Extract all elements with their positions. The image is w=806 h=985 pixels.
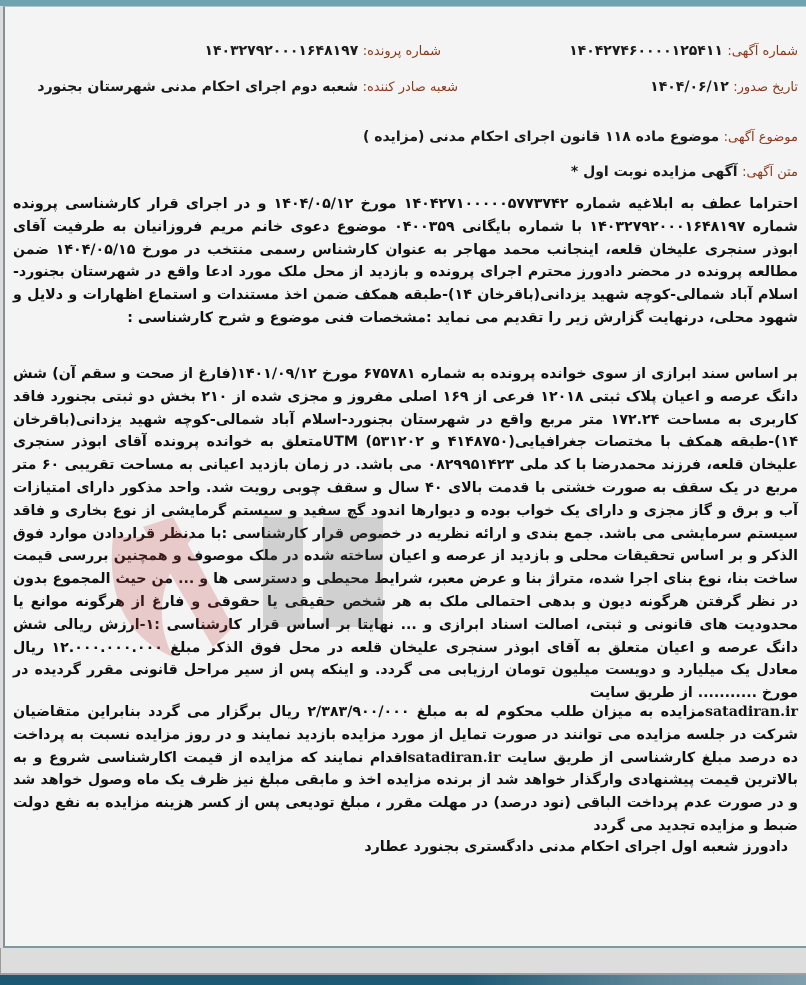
ad-text-value: آگهی مزایده نوبت اول * [570,164,738,180]
ad-number-value: ۱۴۰۴۲۷۴۶۰۰۰۰۱۲۵۴۱۱ [569,43,723,59]
website-link[interactable]: satadiran.ir [407,749,501,766]
issuer [37,79,458,95]
status-bar-area [0,948,806,975]
ad-number-label: شماره آگهی: [727,44,798,59]
body-paragraph-3a: مزایده به میزان طلب محکوم له به مبلغ ۲/۳۸۳/۹۰۰/۰۰۰ ریال برگزار می گردد بنابراین متقاضیان شرکت در جلسه مزایده می توانند در صورت تمایل از مورد مزایده بازدید نمایند و در روز مزایده نسبت به پرداخت ده درصد مبلغ کارشناسی از طریق سایت [13,704,798,766]
ad-subject-label: موضوع آگهی: [723,130,798,145]
issue-date [650,79,798,95]
issue-date-label: تاریخ صدور: [733,80,798,95]
case-number [204,43,441,59]
issuer-label: شعبه صادر کننده: [362,80,458,95]
signature: دادورز شعبه اول اجرای احکام مدنی دادگستری بجنورد عطارد [364,839,788,855]
body-paragraph-1: احتراما عطف به ابلاغیه شماره ۱۴۰۴۲۷۱۰۰۰۰۰۵۷۷۳۷۴۲ مورخ ۱۴۰۴/۰۵/۱۲ و در اجرای قرار کارشناسی پرونده شماره ۱۴۰۳۲۷۹۲۰۰۰۱۶۴۸۱۹۷ با شماره بایگانی ۰۴۰۰۳۵۹ موضوع دعوی خانم مریم فروزانیان به طرفیت آقای ابوذر سنجری علیخان قلعه، اینجانب محمد مهاجر به عنوان کارشناس رسمی منتخب در مورخ ۱۴۰۴/۰۵/۱۵ ضمن مطالعه پرونده در محضر دادورز محترم اجرای پرونده و بازدید از محل ملک مورد ادعا واقع در شهرستان بجنورد-اسلام آباد شمالی-کوچه شهید یزدانی(باقرخان ۱۴)-طبقه همکف ضمن اخذ مستندات و استماع اظهارات و دلایل و شهود محلی، درنهایت گزارش زیر را تقدیم می نماید :مشخصات فنی موضوع و شرح کارشناسی : [13,196,799,326]
taskbar [0,975,806,985]
body-paragraph-2: بر اساس سند ابرازی از سوی خوانده پرونده به شماره ۶۷۵۷۸۱ مورخ ۱۴۰۱/۰۹/۱۲(فارغ از صحت و سقم آن) شش دانگ عرصه و اعیان پلاک ثبتی ۱۲۰۱۸ فرعی از ۱۶۹ اصلی مفروز و مجزی شده از ۲۱۰ بخش دو ثبتی بجنورد فاقد کاربری به مساحت ۱۷۲.۲۴ متر مربع واقع در شهرستان بجنورد-اسلام آباد شمالی-کوچه شهید یزدانی(باقرخان ۱۴)-طبقه همکف با مختصات جغرافیایی(۴۱۴۸۷۵۰ و ۵۳۱۲۰۲) UTMمتعلق به خوانده پرونده آقای ابوذر سنجری علیخان قلعه، فرزند محمدرضا با کد ملی ۰۸۲۹۹۵۱۴۲۳ می باشد. در زمان بازدید اعیانی به مساحت تقریبی ۶۰ متر مربع در یک سقف به صورت خشتی با قدمت بالای ۴۰ سال و سقف چوبی رویت شد. واحد مذکور دارای امتیازات آب و برق و گاز مجزی و دارای یک خواب بوده و دیوارها اندود گچ سفید و سیستم گرمایشی از نوع بخاری و فاقد سیستم سرمایشی می باشد. جمع بندی و ارائه نظریه در خصوص قرار کارشناسی :با مدنظر قراردادن موارد فوق الذکر و بر اساس تحقیقات محلی و بازدید از عرصه و اعیان ساخته شده در ملک موصوف و همچنین بررسی قیمت ساخت بنا، نوع بنای اجرا شده، متراژ بنا و عرض معبر، شرایط محیطی و دسترسی ها و ... من حیث المجموع بدون در نظر گرفتن هرگونه دیون و بدهی احتمالی ملک به هر شخص حقیقی یا حقوقی و فارغ از هرگونه موانع یا محدودیت های قانونی و ثبتی، اصالت اسناد ابرازی و ... نهایتا بر اساس قرار کارشناسی :۱-ارزش ریالی شش دانگ عرصه و اعیان متعلق به آقای ابوذر سنجری علیخان قلعه در محل فوق الذکر مبلغ ۱۲.۰۰۰.۰۰۰.۰۰۰ ریال معادل یک میلیارد و دویست میلیون تومان ارزیابی می گردد. و اینکه پس از سیر مراحل قانونی مقرر گردیده در مورخ ........... از طریق سایت [13,366,799,702]
ad-text [571,164,798,180]
ad-subject [363,129,798,145]
case-number-label: شماره پرونده: [362,44,441,59]
issuer-value: شعبه دوم اجرای احکام مدنی شهرستان بجنورد [37,79,359,95]
body-paragraph-3 [13,701,798,838]
ad-text-label: متن آگهی: [742,165,798,180]
ad-document-window [3,6,806,948]
ad-number [569,43,798,59]
website-link[interactable]: satadiran.ir [704,704,798,720]
body-paragraph-3b: اقدام نمایند که مزایده از قیمت اکارشناسی شروع و به بالاترین قیمت پیشنهادی وارگذار خواهد شد از برنده مزایده اخذ و مابقی مبلغ نیز ظرف یک ماه وصول خواهد شد و در صورت عدم پرداخت الباقی (نود درصد) در مهلت مقرر ، مبلغ تودیعی پس از کسر هزینه مزایده به نفع دولت ضبط و مزایده تجدید می گردد [13,749,798,834]
issue-date-value: ۱۴۰۴/۰۶/۱۲ [650,79,729,95]
ad-subject-value: موضوع ماده ۱۱۸ قانون اجرای احکام مدنی (مزایده ) [362,129,720,145]
case-number-value: ۱۴۰۳۲۷۹۲۰۰۰۱۶۴۸۱۹۷ [204,43,359,59]
